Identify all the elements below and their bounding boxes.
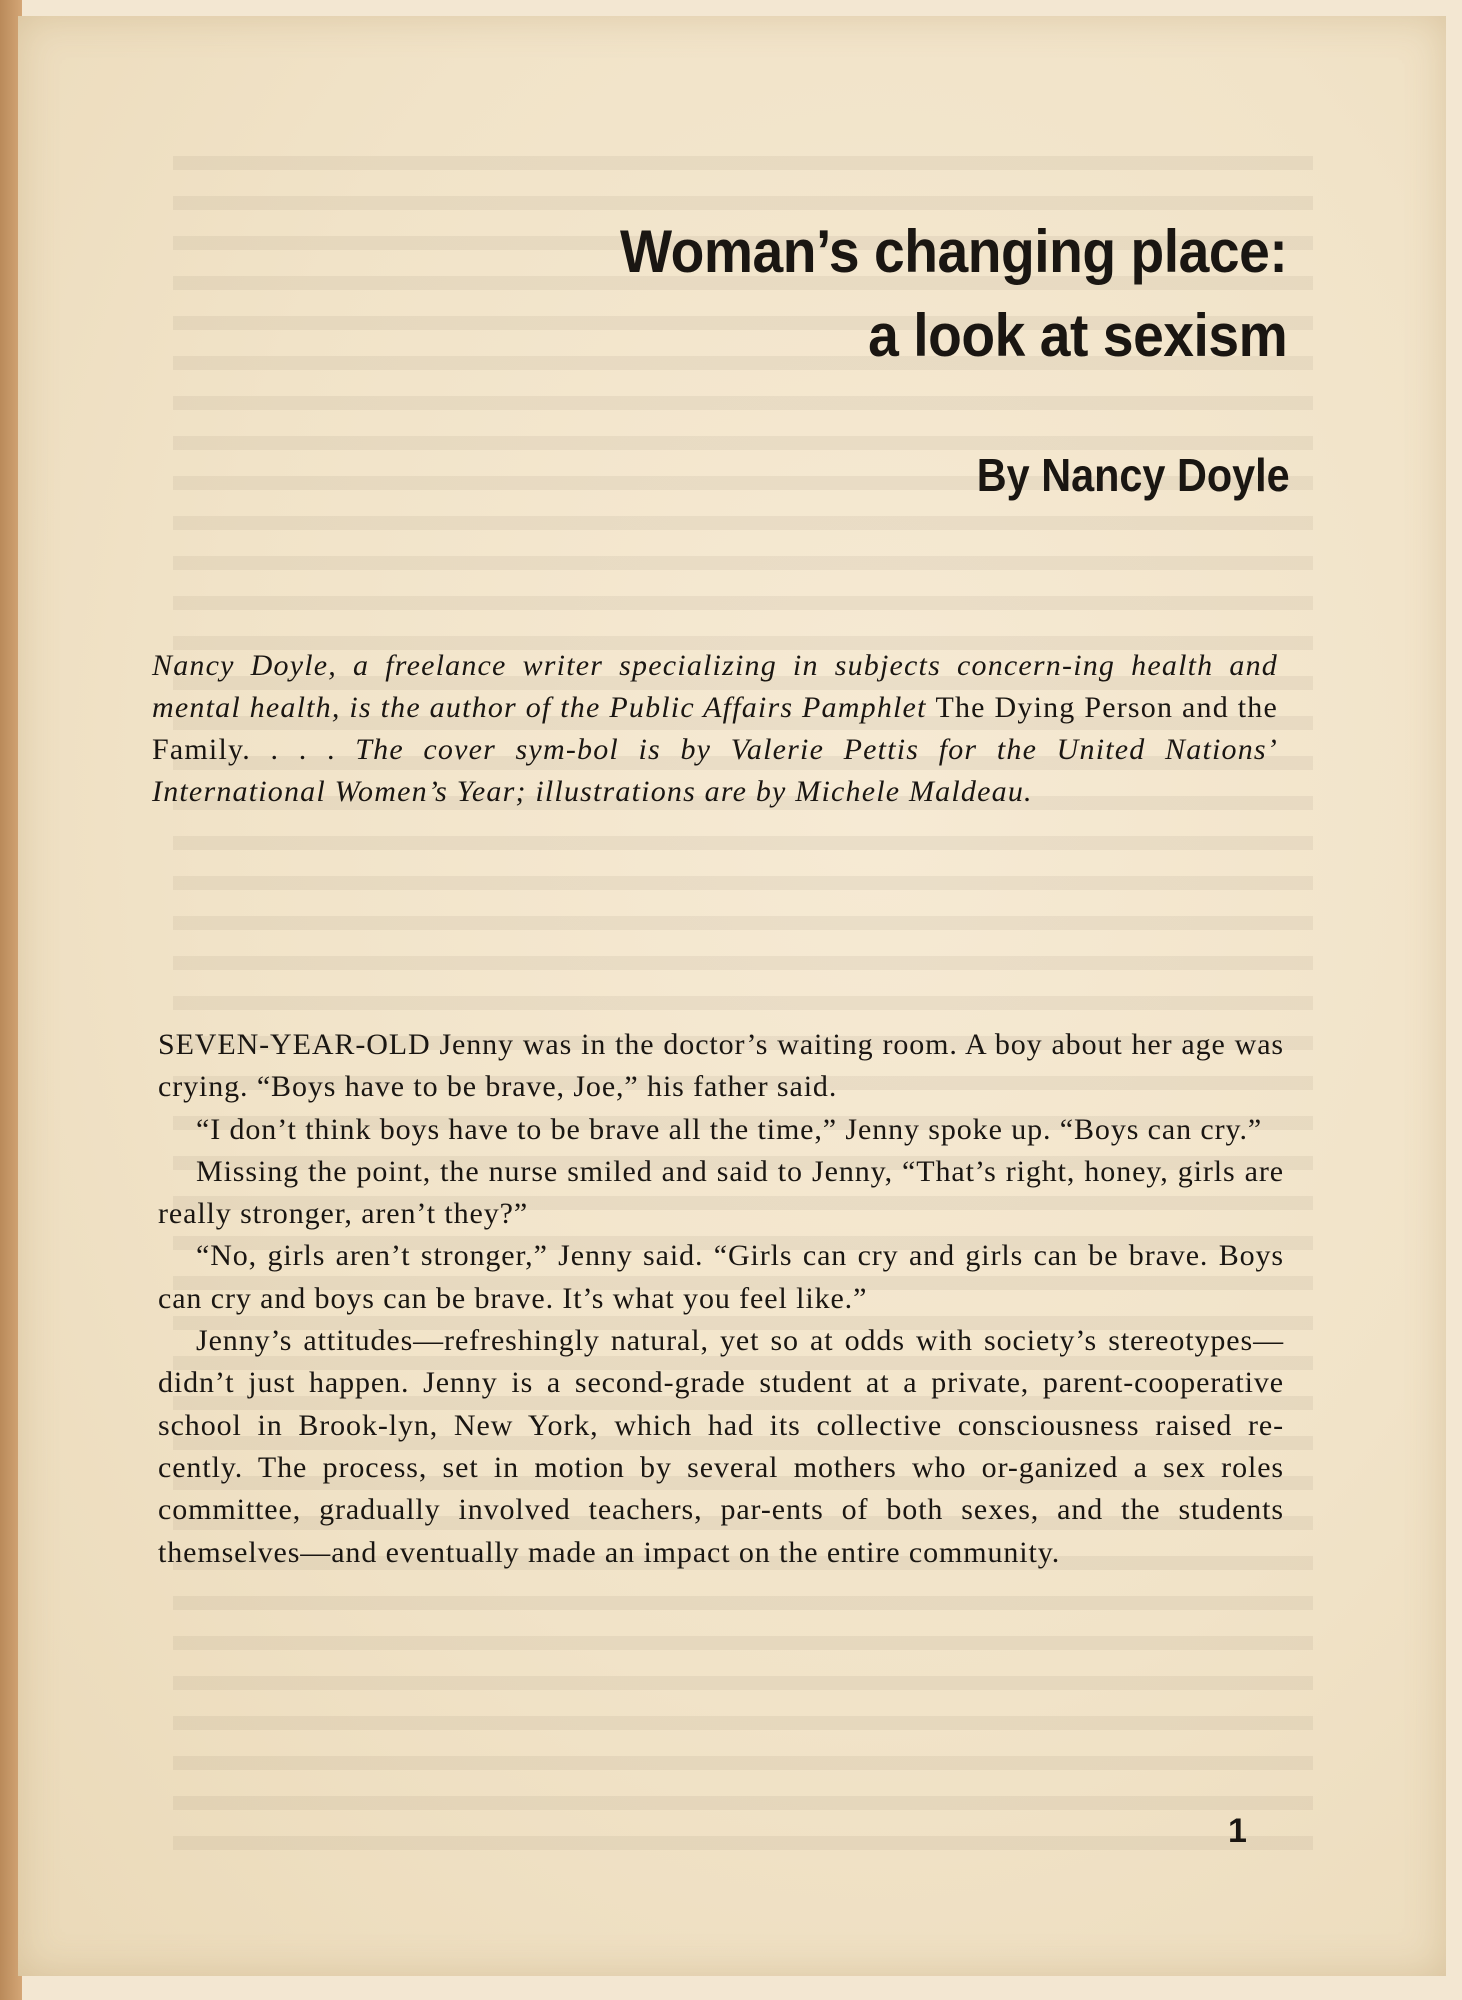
paragraph: “I don’t think boys have to be brave all the time,” Jenny spoke up. “Boys can cry.”	[196, 1112, 1263, 1146]
title-line-2: a look at sexism	[867, 302, 1287, 369]
paragraph: Missing the point, the nurse smiled and said to Jenny, “That’s right, honey, girls are really stronger, aren’t they?”	[158, 1154, 1284, 1231]
author-bio	[152, 645, 1278, 813]
article-title	[620, 210, 1287, 378]
book-title: The Dying Person and the Family. . . .	[152, 691, 1278, 766]
bio-part-1: Nancy Doyle, a freelance writer specializing in subjects concern-ing health and mental health, is the author of the Public Affairs Pamphlet	[152, 649, 1278, 724]
title-line-1: Woman’s changing place:	[619, 218, 1287, 285]
byline: By Nancy Doyle	[977, 449, 1290, 501]
show-through-texture	[173, 156, 1313, 1856]
paragraph: “No, girls aren’t stronger,” Jenny said. “Girls can cry and girls can be brave. Boys can cry and boys can be brave. It’s what you feel like.”	[158, 1239, 1284, 1315]
article-body	[158, 1024, 1284, 1574]
page-number: 1	[1228, 1812, 1247, 1850]
paragraph: Jenny’s attitudes—refreshingly natural, yet so at odds with society’s stereotypes—didn’t just happen. Jenny is a second-grade student at a private, parent-cooperative school in Brook-lyn, New York, which had its collective consciousness raised re-cently. The process, set in motion by several mothers who or-ganized a sex roles committee, gradually involved teachers, par-ents of both sexes, and the students themselves—and eventually made an impact on the entire community.	[158, 1324, 1284, 1569]
bio-part-2: The cover sym-bol is by Valerie Pettis for the United Nations’ International Women’s Year; illustrations are by Michele Maldeau.	[152, 733, 1278, 808]
paragraph: SEVEN-YEAR-OLD Jenny was in the doctor’s waiting room. A boy about her age was crying. “Boys have to be brave, Joe,” his father said.	[158, 1028, 1284, 1104]
